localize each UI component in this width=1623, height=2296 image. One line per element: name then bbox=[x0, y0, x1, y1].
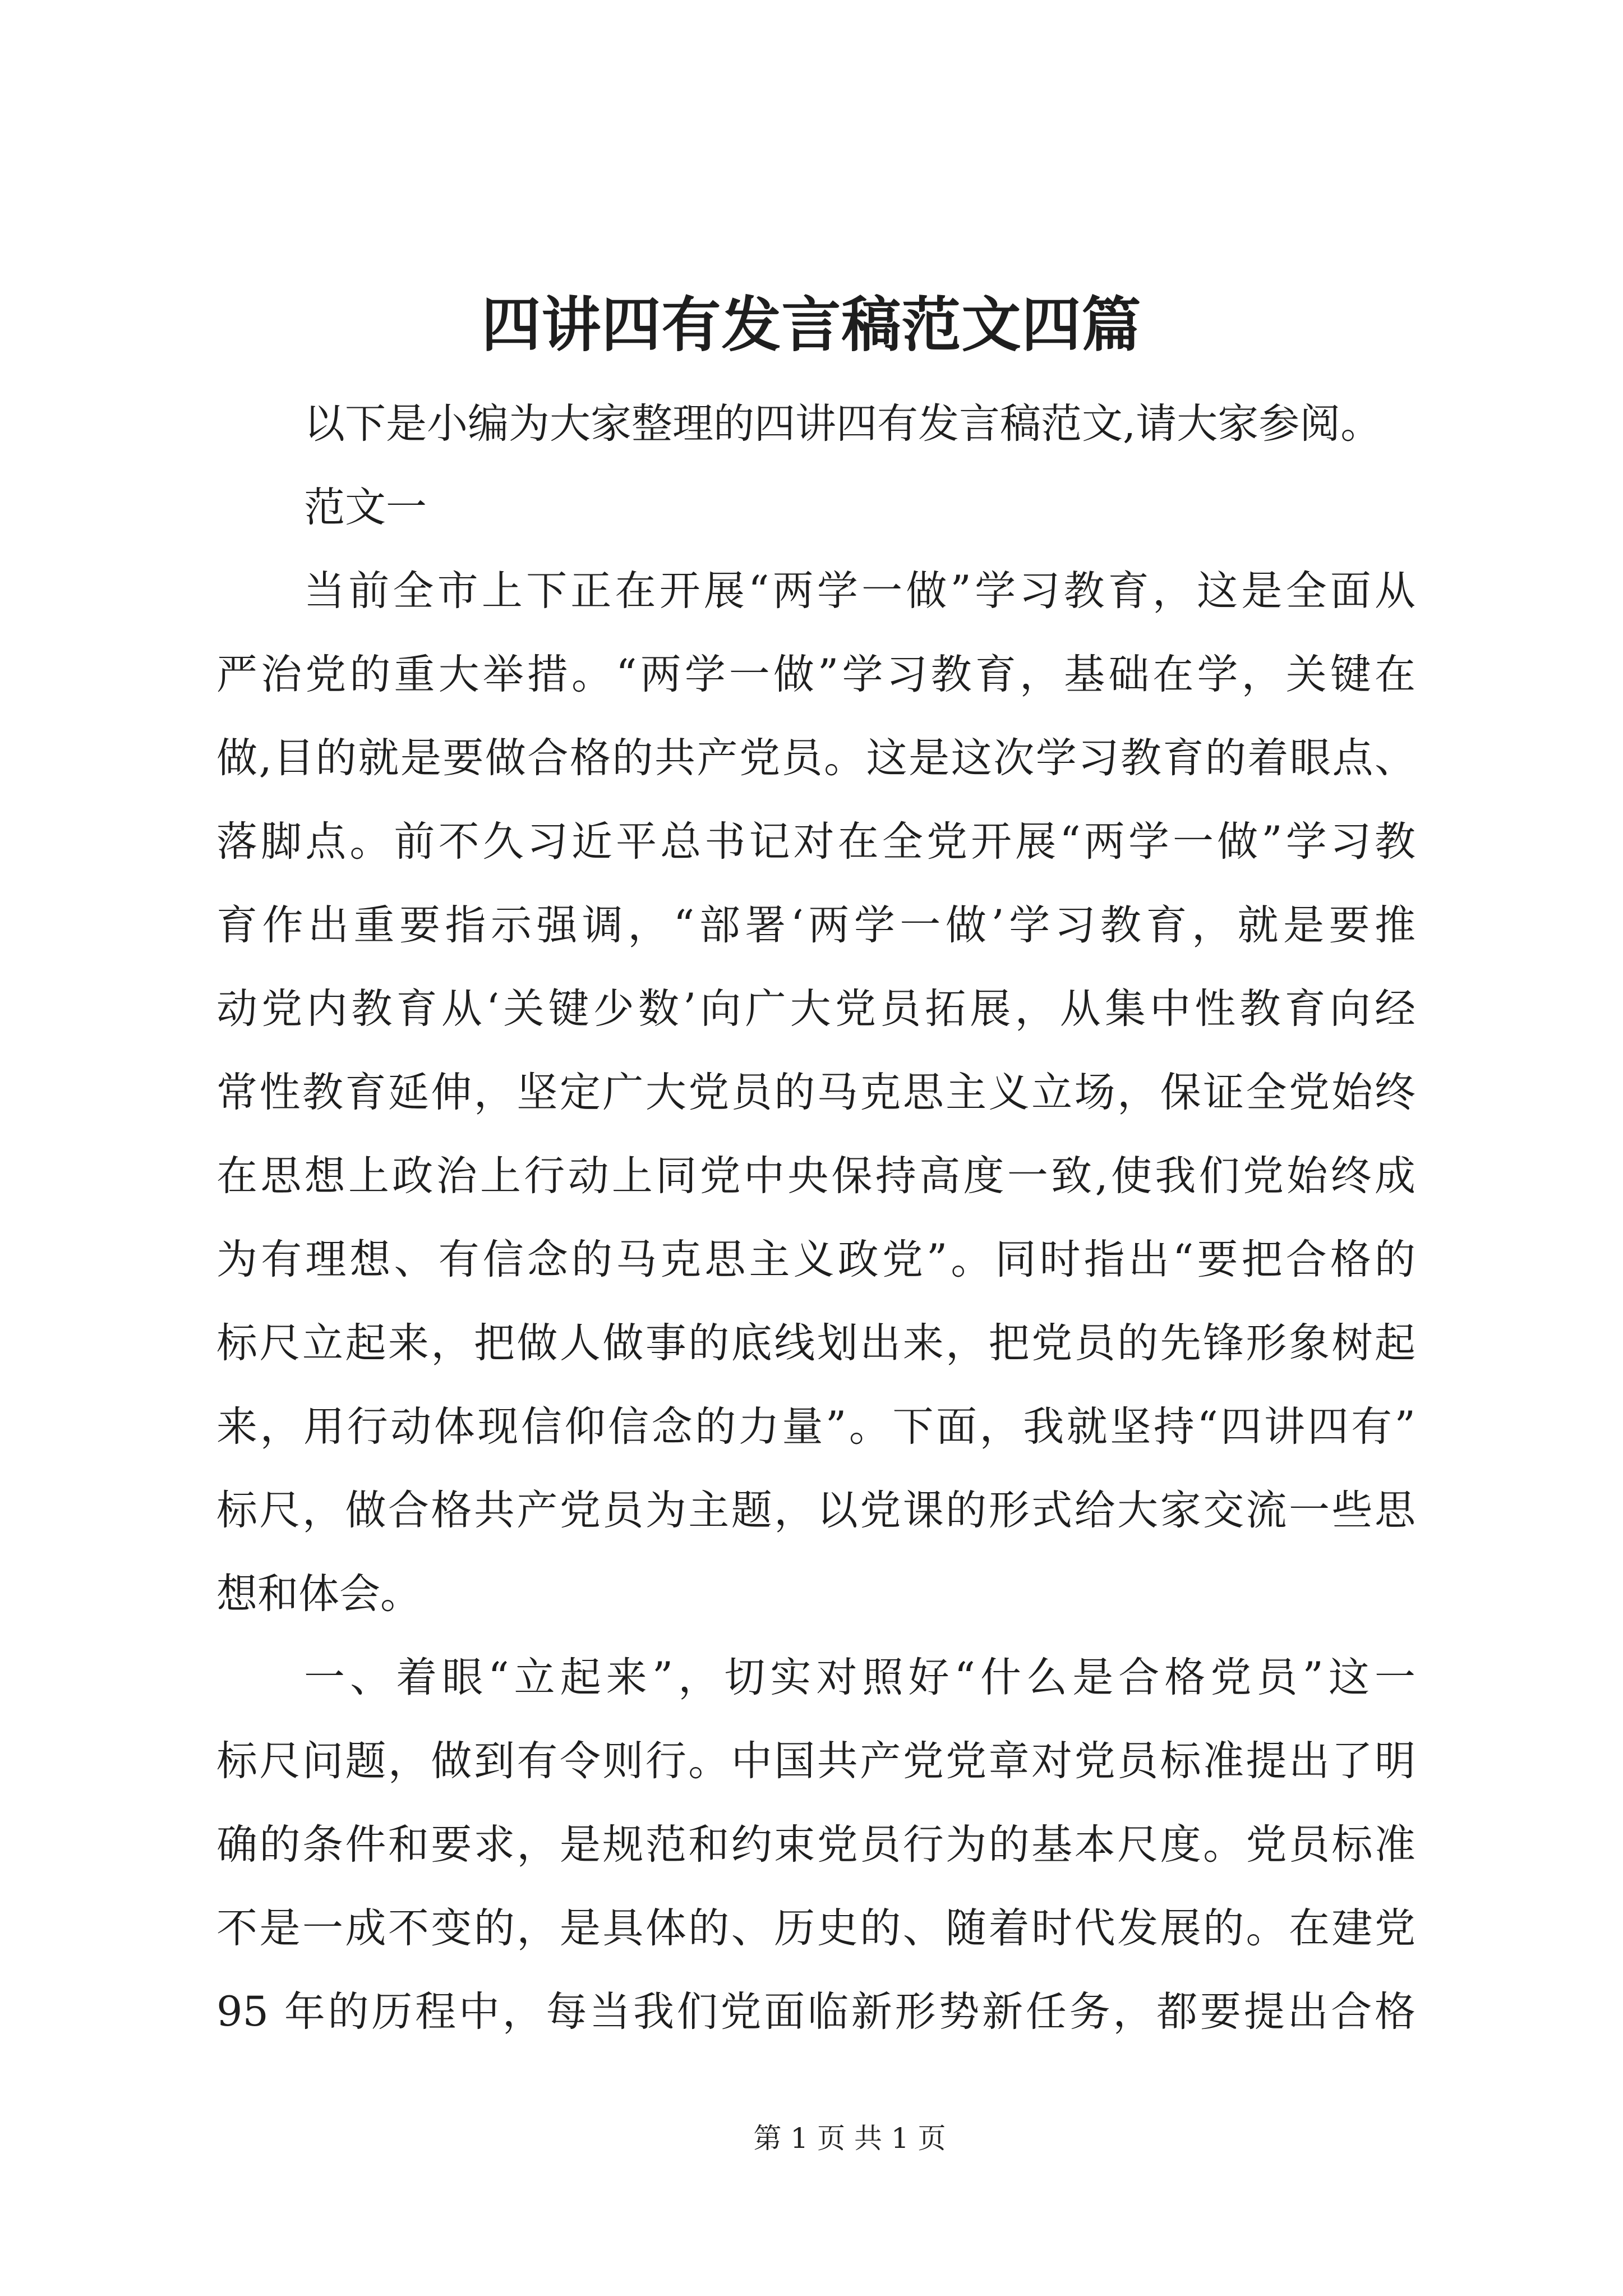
text-line: 标尺问题，做到有令则行。中国共产党党章对党员标准提出了明 bbox=[216, 1737, 1415, 1785]
text-line: 育作出重要指示强调，“部署‘两学一做’学习教育，就是要推 bbox=[216, 901, 1415, 949]
paragraph-body-2 bbox=[216, 1636, 1415, 2054]
text-line: 范文一 bbox=[304, 484, 427, 531]
text-line: 当前全市上下正在开展“两学一做”学习教育，这是全面从 bbox=[304, 567, 1415, 615]
text-line: 严治党的重大举措。“两学一做”学习教育，基础在学，关键在 bbox=[216, 651, 1415, 698]
text-line: 不是一成不变的，是具体的、历史的、随着时代发展的。在建党 bbox=[216, 1904, 1415, 1952]
paragraph-body-1 bbox=[216, 549, 1415, 1636]
text-line: 标尺立起来，把做人做事的底线划出来，把党员的先锋形象树起 bbox=[216, 1319, 1415, 1367]
text-line: 95 年的历程中，每当我们党面临新形势新任务，都要提出合格 bbox=[216, 1988, 1415, 2036]
text-line: 在思想上政治上行动上同党中央保持高度一致,使我们党始终成 bbox=[216, 1152, 1415, 1200]
page-footer: 第 1 页 共 1 页 bbox=[753, 2122, 946, 2155]
text-line: 标尺，做合格共产党员为主题，以党课的形式给大家交流一些思 bbox=[216, 1487, 1415, 1534]
text-line: 动党内教育从‘关键少数’向广大党员拓展，从集中性教育向经 bbox=[216, 985, 1415, 1033]
text-line: 落脚点。前不久习近平总书记对在全党开展“两学一做”学习教 bbox=[216, 818, 1415, 866]
text-line: 为有理想、有信念的马克思主义政党”。同时指出“要把合格的 bbox=[216, 1236, 1415, 1283]
text-line: 一、着眼“立起来”，切实对照好“什么是合格党员”这一 bbox=[304, 1654, 1415, 1701]
text-line: 确的条件和要求，是规范和约束党员行为的基本尺度。党员标准 bbox=[216, 1821, 1415, 1869]
document-title: 四讲四有发言稿范文四篇 bbox=[481, 289, 1142, 360]
paragraph-intro bbox=[216, 382, 1415, 466]
text-line: 以下是小编为大家整理的四讲四有发言稿范文,请大家参阅。 bbox=[304, 400, 1382, 448]
section-heading bbox=[216, 466, 1415, 549]
text-line: 常性教育延伸，坚定广大党员的马克思主义立场，保证全党始终 bbox=[216, 1069, 1415, 1116]
document-body bbox=[216, 382, 1415, 2054]
text-line: 想和体会。 bbox=[216, 1570, 421, 1618]
text-line: 做,目的就是要做合格的共产党员。这是这次学习教育的着眼点、 bbox=[216, 734, 1415, 782]
text-line: 来，用行动体现信仰信念的力量”。下面，我就坚持“四讲四有” bbox=[216, 1403, 1415, 1451]
